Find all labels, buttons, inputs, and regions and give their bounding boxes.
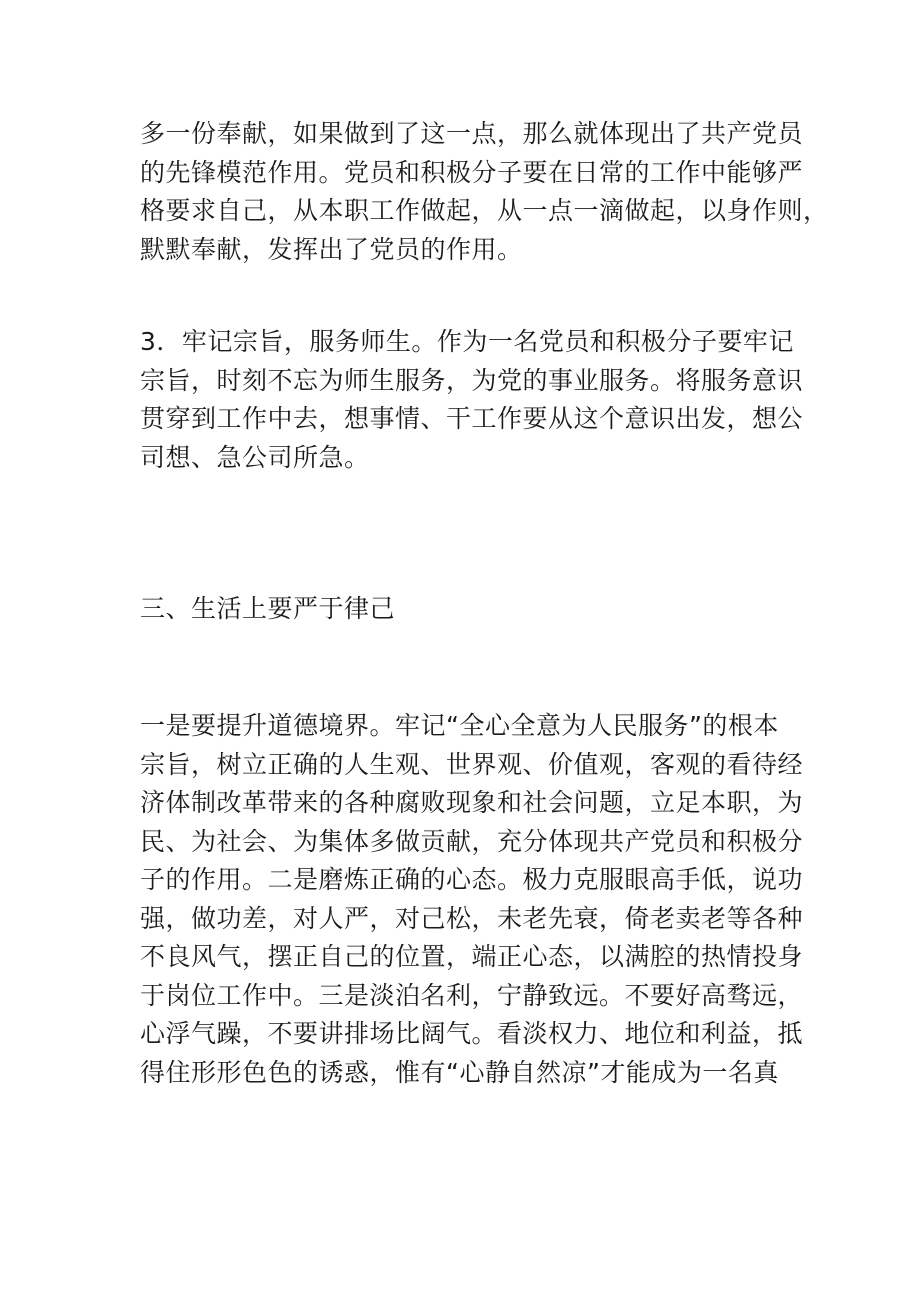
text-line: 默默奉献，发挥出了党员的作用。 <box>140 234 523 264</box>
text-line: 一是要提升道德境界。牢记“全心全意为人民服务”的根本 <box>140 711 779 740</box>
text-line: 宗旨，树立正确的人生观、世界观、价值观，客观的看待经 <box>140 749 804 779</box>
text-line: 得住形形色色的诱惑，惟有“心静自然凉”才能成为一名真 <box>140 1057 779 1087</box>
paragraph-dedication <box>140 115 829 269</box>
text-line: 民、为社会、为集体多做贡献，充分体现共产党员和积极分 <box>140 826 804 856</box>
text-line: 济体制改革带来的各种腐败现象和社会问题，立足本职，为 <box>140 788 804 817</box>
text-line: 多一份奉献，如果做到了这一点，那么就体现出了共产党员 <box>140 119 804 148</box>
paragraph-self-discipline <box>140 707 804 1092</box>
text-line: 不良风气，摆正自己的位置，端正心态，以满腔的热情投身 <box>140 942 804 971</box>
section-heading-text: 三、生活上要严于律己 <box>140 594 396 623</box>
text-line: 于岗位工作中。三是淡泊名利，宁静致远。不要好高骛远， <box>140 980 804 1010</box>
section-heading <box>140 590 790 629</box>
text-line: 贯穿到工作中去，想事情、干工作要从这个意识出发，想公 <box>140 404 804 433</box>
text-line: 心浮气躁，不要讲排场比阔气。看淡权力、地位和利益，抵 <box>140 1019 804 1048</box>
text-line: 的先锋模范作用。党员和积极分子要在日常的工作中能够严 <box>140 157 804 187</box>
text-line: 强，做功差，对人严，对己松，未老先衰，倚老卖老等各种 <box>140 903 804 933</box>
text-line: 格要求自己，从本职工作做起，从一点一滴做起，以身作则， <box>140 196 829 225</box>
text-line: 3．牢记宗旨，服务师生。作为一名党员和积极分子要牢记 <box>140 327 794 356</box>
text-line: 司想、急公司所急。 <box>140 442 370 472</box>
paragraph-serve-teachers-students <box>140 323 804 477</box>
text-line: 子的作用。二是磨炼正确的心态。极力克服眼高手低，说功 <box>140 865 804 894</box>
text-line: 宗旨，时刻不忘为师生服务，为党的事业服务。将服务意识 <box>140 365 804 395</box>
